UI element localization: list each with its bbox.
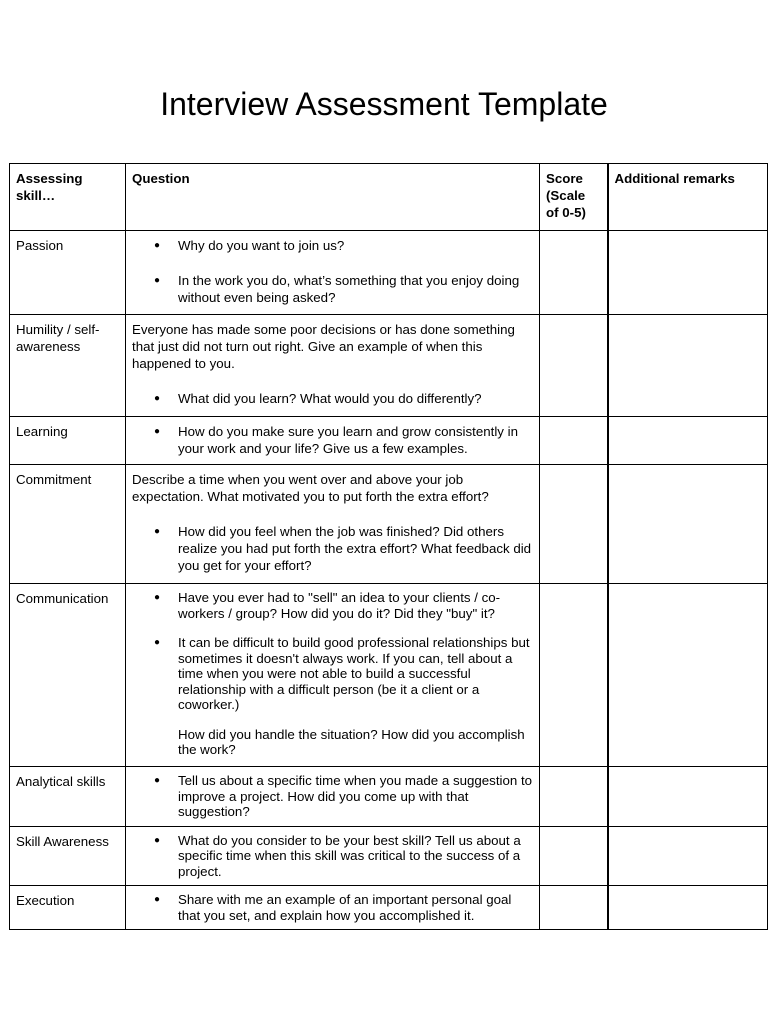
header-remarks: Additional remarks <box>608 164 768 231</box>
question-cell <box>126 417 540 465</box>
remarks-cell[interactable] <box>608 315 768 417</box>
table-row <box>10 231 768 315</box>
question-cell <box>126 315 540 417</box>
header-skill: Assessing skill… <box>10 164 126 231</box>
table-row <box>10 465 768 584</box>
page-title: Interview Assessment Template <box>160 86 608 122</box>
table-row <box>10 417 768 465</box>
remarks-cell[interactable] <box>608 231 768 315</box>
question-bullet: ● Why do you want to join us? <box>132 237 533 254</box>
score-cell[interactable] <box>540 826 608 886</box>
skill-cell: Passion <box>10 231 126 315</box>
question-cell <box>126 584 540 767</box>
table-row <box>10 826 768 886</box>
question-cell <box>126 767 540 827</box>
header-score: Score (Scale of 0-5) <box>540 164 608 231</box>
table-row <box>10 886 768 930</box>
skill-cell: Communication <box>10 584 126 767</box>
score-cell[interactable] <box>540 231 608 315</box>
skill-cell: Commitment <box>10 465 126 584</box>
assessment-table <box>9 163 768 930</box>
question-bullet: ● What did you learn? What would you do differently? <box>132 390 533 407</box>
score-cell[interactable] <box>540 584 608 767</box>
remarks-cell[interactable] <box>608 584 768 767</box>
skill-cell: Analytical skills <box>10 767 126 827</box>
remarks-cell[interactable] <box>608 417 768 465</box>
question-followup: How did you handle the situation? How did you accomplish the work? <box>178 726 525 757</box>
skill-cell: Humility / self-awareness <box>10 315 126 417</box>
question-cell <box>126 465 540 584</box>
skill-cell: Execution <box>10 886 126 930</box>
remarks-cell[interactable] <box>608 465 768 584</box>
header-question: Question <box>126 164 540 231</box>
score-cell[interactable] <box>540 315 608 417</box>
question-bullet-text: It can be difficult to build good professional relationships but sometimes it doesn't always work. If you can, tell about a time when you were not able to build a successful relationship with a difficult person (be it a client or a coworker.) <box>178 635 530 712</box>
question-bullet: ● In the work you do, what’s something that you enjoy doing without even being asked? <box>132 272 533 306</box>
question-bullet: ● Tell us about a specific time when you made a suggestion to improve a project. How did you come up with that suggestion? <box>132 773 533 820</box>
remarks-cell[interactable] <box>608 767 768 827</box>
question-bullet: ● Share with me an example of an important personal goal that you set, and explain how you accomplished it. <box>132 892 533 923</box>
table-row <box>10 584 768 767</box>
question-bullet: ● Have you ever had to "sell" an idea to your clients / co-workers / group? How did you do it? Did they "buy" it? <box>132 590 533 621</box>
score-cell[interactable] <box>540 417 608 465</box>
question-bullet: ● How do you make sure you learn and grow consistently in your work and your life? Give us a few examples. <box>132 423 533 457</box>
question-cell <box>126 886 540 930</box>
table-row <box>10 767 768 827</box>
question-bullet: ● What do you consider to be your best skill? Tell us about a specific time when this skill was critical to the success of a project. <box>132 833 533 880</box>
skill-cell: Learning <box>10 417 126 465</box>
question-bullet <box>132 635 533 758</box>
table-row <box>10 315 768 417</box>
question-cell <box>126 826 540 886</box>
question-cell <box>126 231 540 315</box>
score-cell[interactable] <box>540 465 608 584</box>
question-intro: Describe a time when you went over and above your job expectation. What motivated you to put forth the extra effort? <box>132 472 489 504</box>
skill-cell: Skill Awareness <box>10 826 126 886</box>
header-row <box>10 164 768 231</box>
score-cell[interactable] <box>540 767 608 827</box>
question-intro: Everyone has made some poor decisions or has done something that just did not turn out right. Give an example of when this happened to you. <box>132 322 515 371</box>
score-cell[interactable] <box>540 886 608 930</box>
remarks-cell[interactable] <box>608 826 768 886</box>
question-bullet: ● How did you feel when the job was finished? Did others realize you had put forth the extra effort? What feedback did you get for your effort? <box>132 523 533 574</box>
remarks-cell[interactable] <box>608 886 768 930</box>
